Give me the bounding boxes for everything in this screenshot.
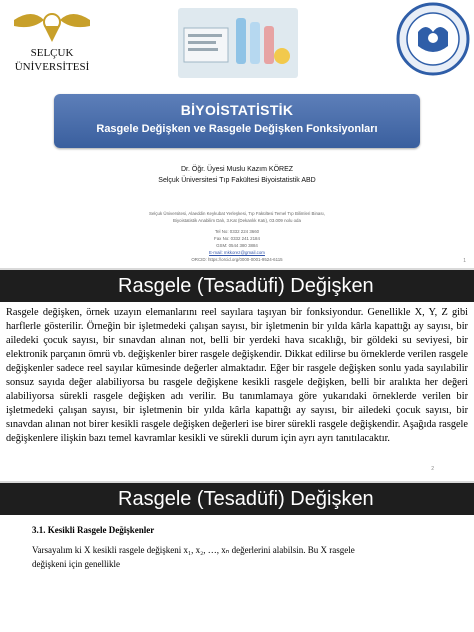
section-text-line: değişkeni için genellikle — [32, 559, 120, 569]
definition-paragraph: Rasgele değişken, örnek uzayın elemanlarını reel sayılara taşıyan bir fonksiyondur. Genellikle X, Y, Z gibi harflerle gösterilir. Örneğin bir işletmedeki çalışan sayısı, bir işletmenin bir yılda kârla kapattığı ay sayısı, bir ailedeki çocuk sayısı, bir sınavdan alınan not, belli bir yerdeki hava sıcaklığı, bir göldeki su seviyesi, bir elektronik parçanın ömrü vb. değişkenler birer rasgele değişkendir. Dikkat edilirse bu örneklerde verilen rasgele değişkenler sadece reel sayılar kümesinde değerler almaktadır. Eğer bir rasgele değişken sonlu yada sayılabilir sonsuz sayıda değer alabiliyorsa bu rasgele değişkene kesikli rasgele değişken, belli bir aralıkta her değeri alabiliyorsa sürekli rasgele değişken adı verilir. Bu tanımlamaya göre yukarıdaki örneklerde verilen bir işletmedeki çalışan sayısı, bir işletmenin bir yılda kârla kapattığı ay sayısı, bir ailedeki çocuk sayısı, bir sınavdan alınan not birer kesikli rasgele değişken değerleri ise birer sürekli rasgele değişkendir. Aşağıda rasgele değişkenlere ilişkin bazı temel kavramlar kesikli ve sürekli durum için ayrı ayrı tanıtılacaktır. — [6, 307, 468, 444]
email-link[interactable]: E-mail: mkkorez@gmail.com — [209, 250, 265, 255]
contact-line: Fax No: 0332 241 2184 — [214, 236, 260, 241]
slide-title: Rasgele (Tesadüfi) Değişken — [0, 270, 474, 302]
contact-block — [0, 210, 474, 263]
definition-slide — [0, 270, 474, 481]
contact-line: GSM: 0544 380 3884 — [216, 243, 258, 248]
discrete-variable-slide — [0, 483, 474, 632]
section-text — [32, 543, 452, 571]
title-banner — [54, 94, 420, 148]
contact-line: Biyoistatistik Anabilim Dalı, 3.Kat (Dekanlık Katı), 03.009 nolu oda — [173, 218, 301, 223]
contact-line: Selçuk Üniversitesi, Alaeddin Keykubat Yerleşkesi, Tıp Fakültesi Temel Tıp Bilimleri Binası, — [149, 211, 325, 216]
slide-title: Rasgele (Tesadüfi) Değişken — [0, 483, 474, 515]
logo-text-line2: ÜNİVERSİTESİ — [14, 61, 90, 73]
section-text-line: Varsayalım ki X kesikli rasgele değişkeni x₁, x₂, …, xₙ değerlerini alabilsin. Bu X rasgele — [32, 545, 355, 555]
orcid-line[interactable]: ORCID: https://orcid.org/0000-0001-9524-6115 — [191, 257, 283, 262]
page-number: 1 — [463, 258, 466, 264]
presentation-title: BİYOİSTATİSTİK — [180, 102, 294, 118]
faculty-seal-logo — [396, 2, 470, 76]
contact-line: Tel No: 0332 224 3660 — [214, 229, 260, 234]
title-slide — [0, 0, 474, 268]
page-number: 2 — [431, 466, 434, 472]
author-name: Dr. Öğr. Üyesi Muslu Kazım KÖREZ — [180, 166, 294, 173]
logo-text-line1: SELÇUK — [30, 47, 74, 59]
presentation-subtitle: Rasgele Değişken ve Rasgele Değişken Fonksiyonları — [96, 123, 378, 135]
author-affiliation: Selçuk Üniversitesi Tıp Fakültesi Biyoistatistik ABD — [158, 177, 316, 184]
section-heading: 3.1. Kesikli Rasgele Değişkenler — [32, 525, 155, 535]
selcuk-university-logo — [4, 4, 100, 76]
author-block — [0, 164, 474, 186]
medical-lab-photo — [178, 8, 298, 78]
